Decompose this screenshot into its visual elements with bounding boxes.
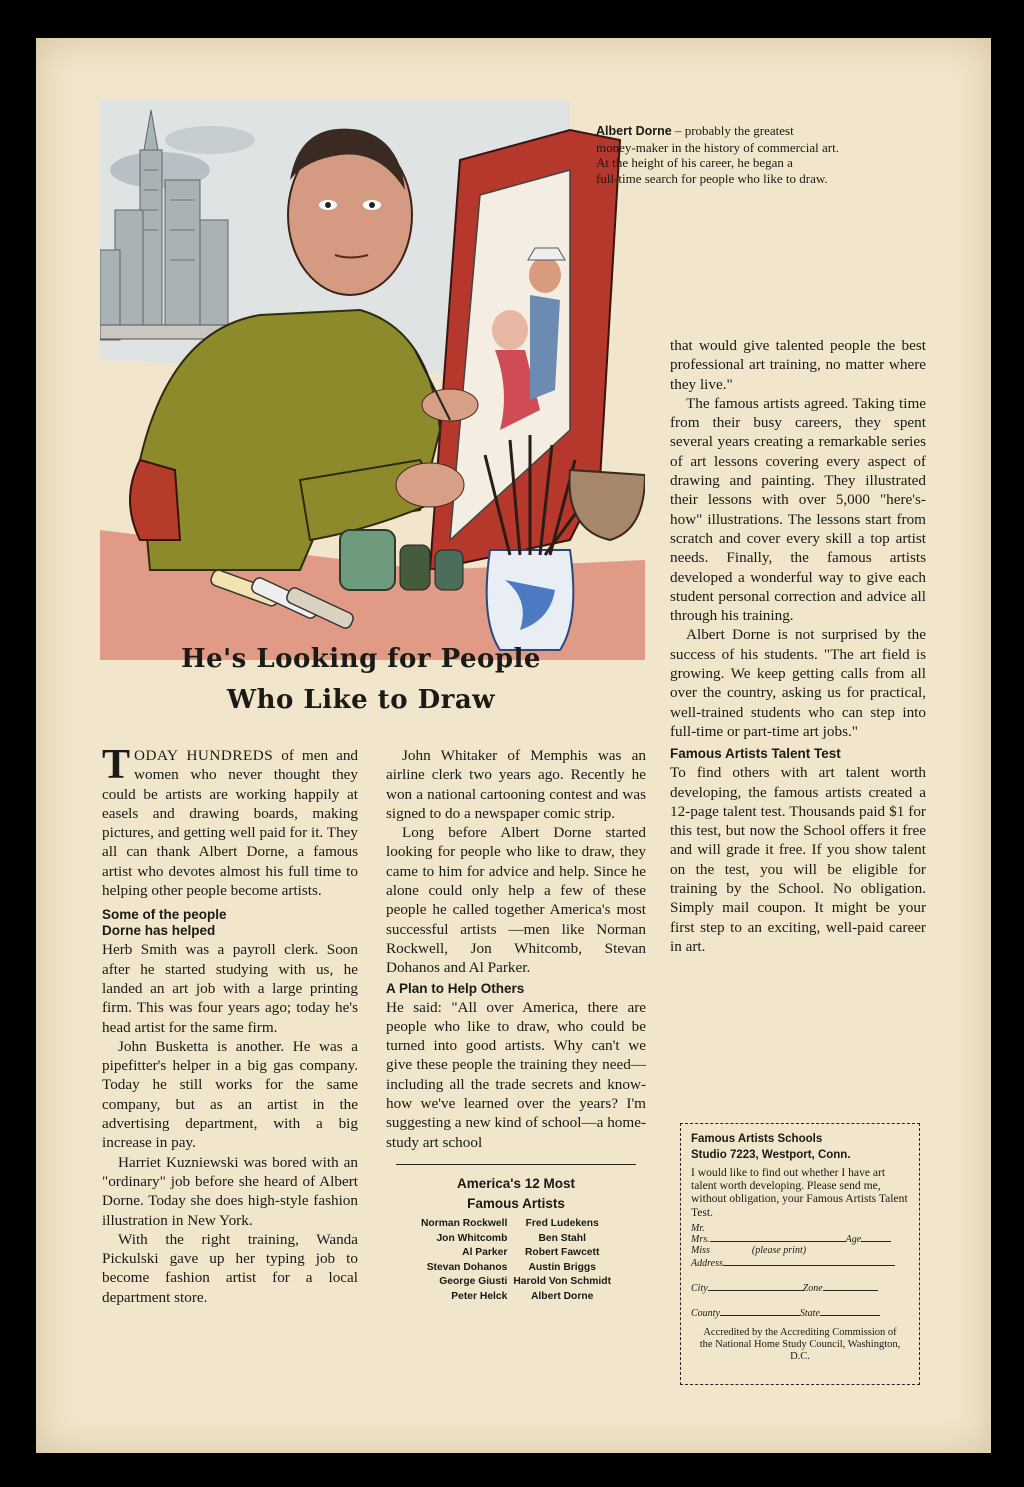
city-line[interactable] — [708, 1290, 803, 1291]
coupon-title-1: Famous Artists Schools — [691, 1133, 823, 1145]
artist-name: Norman Rockwell — [420, 1217, 508, 1229]
subhead: Famous Artists Talent Test — [670, 746, 841, 762]
paragraph: John Busketta is another. He was a pipefitter's helper in a big gas company. Today he still works for the same company, but as an artist in the advertising department, with a big increase in pay. — [102, 1037, 358, 1152]
magazine-page — [36, 38, 991, 1453]
city-label: City — [691, 1282, 708, 1294]
caption-line: – probably the greatest — [674, 123, 794, 138]
artist-row — [418, 1232, 614, 1247]
artist-name: Robert Fawcett — [525, 1247, 600, 1259]
zone-label: Zone — [802, 1282, 823, 1294]
zone-line[interactable] — [823, 1290, 878, 1291]
illustration-caption — [596, 123, 926, 186]
artist-name: George Giusti — [439, 1276, 508, 1288]
artist-name: Stevan Dohanos — [426, 1261, 508, 1273]
artist-name: Peter Helck — [451, 1290, 508, 1302]
subhead: A Plan to Help Others — [386, 980, 525, 996]
address-line[interactable] — [723, 1265, 895, 1266]
mrs-label: Mrs. — [691, 1233, 710, 1245]
caption-line: money-maker in the history of commercial art. — [596, 139, 839, 155]
headline — [126, 640, 596, 719]
age-label: Age — [845, 1233, 862, 1245]
paragraph: Long before Albert Dorne started looking for people who like to draw, they came to him for advice and help. Since he alone could only help a few of these people he called together America's most successful artists —men like Norman Rockwell, Jon Whitcomb, Stevan Dohanos and Al Parker. — [386, 824, 646, 977]
paragraph: He said: "All over America, there are people who like to draw, who could be turned into good artists. Why can't we give these people the training they need—including all the trade secrets and know-how we've learned over the years? I'm suggesting a new kind of school—a home-study art school — [386, 998, 646, 1151]
column-2 — [386, 746, 646, 1305]
intro-paragraph — [102, 742, 359, 900]
coupon-body: I would like to find out whether I have art talent worth developing. Please send me, without obligation, your Famous Artists Talent Test. — [691, 1166, 908, 1219]
county-label: County — [691, 1307, 720, 1319]
artist-row — [418, 1290, 614, 1305]
city-zone-field[interactable] — [691, 1283, 909, 1294]
county-state-field[interactable] — [691, 1308, 909, 1319]
name-line[interactable] — [710, 1241, 846, 1242]
order-coupon[interactable] — [680, 1123, 920, 1385]
subhead-line-1: Some of the people — [102, 907, 227, 923]
artists-box-title-2: Famous Artists — [467, 1195, 565, 1211]
paragraph: The famous artists agreed. Taking time from their busy careers, they spent several years creating a remarkable series of art lessons covering every aspect of drawing and painting. They illustrated their lessons with over 5,000 "here's-how" illustrations. The lessons start from scratch and cover every skill a top artist needs. Finally, the famous artists developed a wonderful way to give each student personal correction and advice all through his training. — [670, 394, 926, 625]
artists-box-title-1: America's 12 Most — [456, 1175, 575, 1191]
artist-row — [418, 1217, 614, 1232]
artist-name: Al Parker — [462, 1247, 508, 1259]
artist-name: Ben Stahl — [538, 1232, 586, 1244]
paragraph: that would give talented people the best professional art training, no matter where they live." — [670, 337, 926, 393]
lead-in: ODAY HUNDREDS — [134, 747, 274, 764]
artists-table — [418, 1217, 614, 1305]
age-line[interactable] — [861, 1241, 891, 1242]
intro-text: of men and women who never thought they could be artists are working happily at easels and drawing boards, making pictures, and getting well paid for it. They all can thank Albert Dorne, a famous artist who devotes almost his full time to helping other people become artists. — [102, 747, 359, 900]
coupon-footer: Accredited by the Accrediting Commission of the National Home Study Council, Washington, D.C. — [699, 1326, 901, 1362]
column-1 — [102, 742, 359, 1307]
headline-line-2: Who Like to Draw — [226, 685, 496, 715]
artist-row — [418, 1246, 614, 1261]
paragraph: John Whitaker of Memphis was an airline clerk two years ago. Recently he won a national cartooning contest and was signed to do a newspaper comic strip. — [386, 747, 646, 822]
paragraph: Albert Dorne is not surprised by the success of his students. "The art field is growing. We keep getting calls from all over the country, asking us for practical, well-trained students who can step into full-time or part-time art jobs." — [670, 626, 926, 740]
paragraph: Harriet Kuzniewski was bored with an "ordinary" job before she heard of Albert Dorne. Today she does high-style fashion illustration in New York. — [102, 1153, 358, 1229]
state-line[interactable] — [820, 1315, 880, 1316]
artist-name: Albert Dorne — [531, 1290, 594, 1302]
artist-name: Harold Von Schmidt — [513, 1276, 612, 1288]
drop-cap: T — [102, 742, 131, 788]
caption-line: full-time search for people who like to draw. — [596, 170, 828, 186]
paragraph: To find others with art talent worth developing, the famous artists created a 12-page talent test. Thousands paid $1 for this test, but now the School offers it free and will grade it free. If you show talent on the test, you will be eligible for training by the School. No obligation. Simply mail coupon. It might be your first step to an exciting, well-paid career in art. — [670, 764, 926, 955]
headline-line-1: He's Looking for People — [181, 644, 541, 674]
artist-row — [418, 1261, 614, 1276]
miss-label: Miss — [691, 1244, 710, 1256]
divider — [396, 1164, 636, 1165]
albert-dorne-illustration — [100, 100, 645, 660]
coupon-title-2: Studio 7223, Westport, Conn. — [691, 1149, 851, 1161]
caption-line: At the height of his career, he began a — [596, 155, 793, 170]
artists-box — [386, 1175, 646, 1305]
subhead-line-2: Dorne has helped — [102, 923, 216, 939]
caption-name: Albert Dorne — [596, 124, 672, 138]
state-label: State — [799, 1307, 820, 1319]
artist-name: Austin Briggs — [528, 1261, 596, 1273]
please-print-note: (please print) — [751, 1244, 807, 1256]
county-line[interactable] — [720, 1315, 800, 1316]
address-field[interactable] — [691, 1258, 909, 1269]
address-label: Address — [691, 1257, 723, 1269]
artist-name: Fred Ludekens — [525, 1217, 599, 1229]
paragraph: With the right training, Wanda Pickulski gave up her typing job to become fashion artist for a local department store. — [102, 1230, 358, 1306]
column-3 — [670, 336, 926, 956]
artist-row — [418, 1275, 614, 1290]
paragraph: Herb Smith was a payroll clerk. Soon after he started studying with us, he landed an art job with a large printing firm. This was four years ago; today he's head artist for the same firm. — [102, 941, 358, 1036]
name-field[interactable] — [691, 1223, 909, 1256]
mr-label: Mr. — [691, 1222, 705, 1234]
artist-name: Jon Whitcomb — [436, 1232, 508, 1244]
